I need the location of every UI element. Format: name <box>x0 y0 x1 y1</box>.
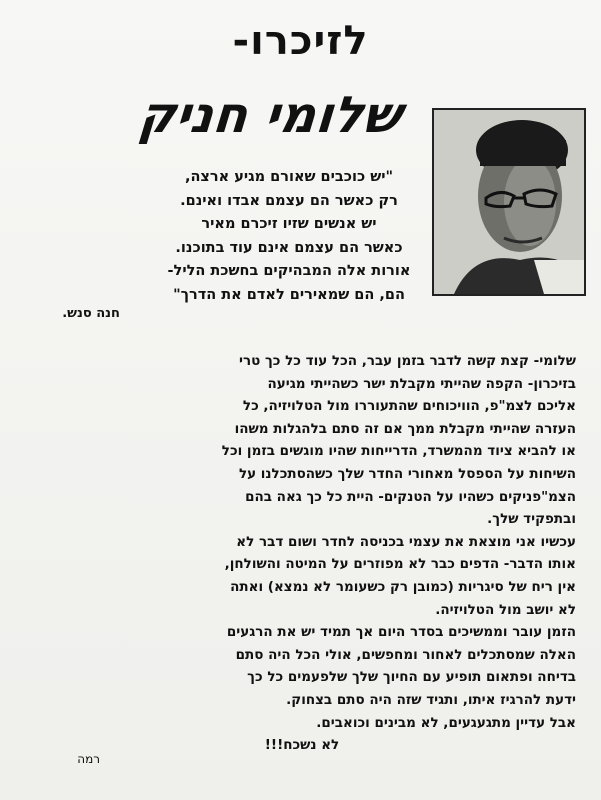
letter-closing: לא נשכח!!! <box>264 737 340 754</box>
poem-line: יש אנשים שזיו זיכרם מאיר <box>201 216 377 232</box>
poem-line: רק כאשר הם עצמם אבדו ואינם. <box>180 192 398 209</box>
letter-line: לא יושב מול הטלויזיה. <box>435 601 576 618</box>
letter-line: אין ריח של סיגריות (כמובן רק כשעומר לא נמצא) ואתה <box>230 578 576 595</box>
letter-line: הצמ"פניקים כשהיו על הטנקים- היית כל כך גאה בהם <box>245 488 576 505</box>
portrait-photo-icon <box>434 110 584 294</box>
poem-line: אורות אלה המבהיקים בחשכת הליל- <box>167 263 411 279</box>
poem-line: "יש כוכבים שאורם מגיע ארצה, <box>184 169 394 185</box>
portrait-photo <box>432 108 586 296</box>
memorial-letter <box>28 350 576 757</box>
letter-line: ידעת להרגיז איתו, ותגיד שזה היה סתם בצחוק. <box>286 691 576 708</box>
letter-line: עכשיו אני מוצאת את עצמי בכניסה לחדר ושום דבר לא <box>236 533 576 550</box>
memorial-title: לזיכרו- <box>232 18 369 64</box>
poem-author: חנה סנש. <box>62 306 120 321</box>
memorial-name: שלומי חניק <box>136 86 404 144</box>
letter-line: השיחות על הספסל מאחורי החדר שלך כשהסתכלנו על <box>238 465 576 482</box>
letter-line: אותו הדבר- הדפים כבר לא מפוזרים על המיטה והשולחן, <box>224 556 576 573</box>
letter-line: שלומי- קצת קשה לדבר בזמן עבר, הכל עוד כל כך טרי <box>239 353 576 369</box>
letter-line: ובתפקיד שלך. <box>487 511 576 528</box>
letter-line: או להביא ציוד מהמשרד, הדרייחות שהיו מוגשים בזמן וכל <box>221 443 576 460</box>
letter-line: בזיכרון- הקפה שהייתי מקבלת ישר כשהייתי מגיעה <box>267 375 576 392</box>
poem-quote <box>150 166 428 307</box>
letter-line: הזמן עובר וממשיכים בסדר היום אך תמיד יש את הרגעים <box>226 624 576 641</box>
letter-line: בדיחה ופתאום תופיע עם החיוך שלך שלפעמים כל כך <box>247 669 576 686</box>
poem-line: הם, הם שמאירים לאדם את הדרך" <box>173 286 405 303</box>
poem-line: כאשר הם עצמם אינם עוד בתוכנו. <box>175 239 403 256</box>
letter-line: האלה שמסתכלים לאחור ומחפשים, אולי הכל היה סתם <box>235 646 576 663</box>
letter-line: אבל עדיין מתגעגעים, לא מבינים וכואבים. <box>316 714 576 731</box>
signature: רמה <box>77 752 100 766</box>
letter-line: אליכם לצמ"פ, הוויכוחים שהתעוררו מול הטלויזיה, כל <box>242 398 576 415</box>
letter-line: העזרה שהייתי מקבלת ממך אם זה סתם בלהגלות משהו <box>234 420 576 437</box>
